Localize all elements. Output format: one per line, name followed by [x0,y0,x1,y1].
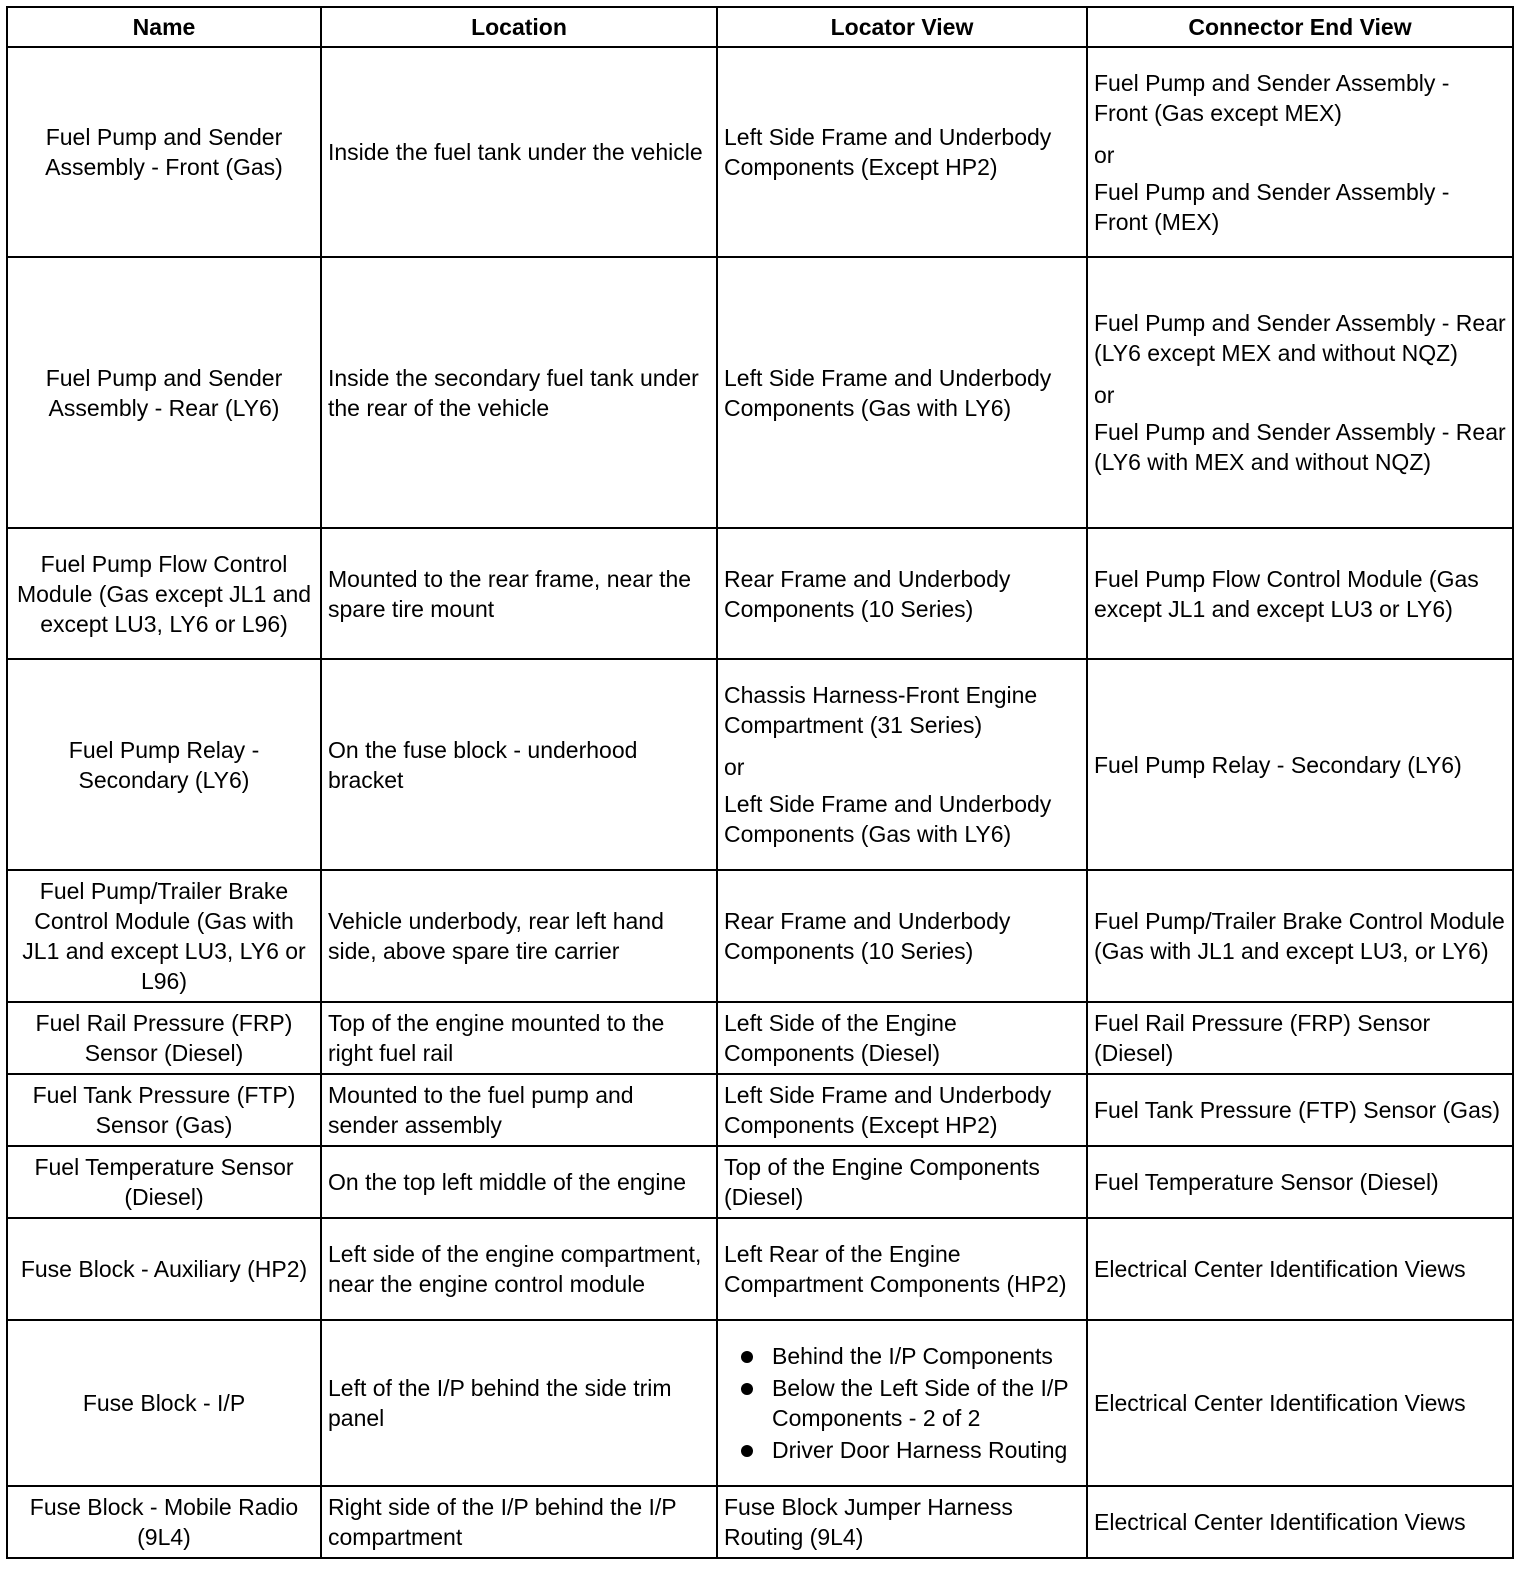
locator-view-link[interactable]: Fuse Block Jumper Harness Routing (9L4) [717,1486,1087,1558]
connector-end-view-link[interactable]: Fuel Pump and Sender Assembly - Rear (LY6 except MEX and without NQZ) [1094,310,1506,366]
location-cell: Mounted to the rear frame, near the spare tire mount [321,528,717,659]
location-cell: On the top left middle of the engine [321,1146,717,1218]
locator-view-link[interactable]: Chassis Harness-Front Engine Compartment (31 Series) [724,682,1038,738]
name-cell: Fuel Rail Pressure (FRP) Sensor (Diesel) [7,1002,321,1074]
name-cell: Fuel Pump Flow Control Module (Gas except JL1 and except LU3, LY6 or L96) [7,528,321,659]
name-cell: Fuse Block - I/P [7,1320,321,1486]
locator-view-link[interactable]: Left Side Frame and Underbody Components (Gas with LY6) [717,257,1087,528]
name-cell: Fuel Pump/Trailer Brake Control Module (Gas with JL1 and except LU3, LY6 or L96) [7,870,321,1002]
table-row [7,1320,1513,1486]
location-cell: Inside the fuel tank under the vehicle [321,47,717,257]
locator-view-link[interactable]: Left Rear of the Engine Compartment Components (HP2) [717,1218,1087,1320]
locator-view-cell [717,659,1087,870]
table-row [7,1218,1513,1320]
name-cell: Fuel Pump and Sender Assembly - Rear (LY6) [7,257,321,528]
connector-end-view-link[interactable]: Electrical Center Identification Views [1087,1486,1513,1558]
location-cell: On the fuse block - underhood bracket [321,659,717,870]
name-cell: Fuel Temperature Sensor (Diesel) [7,1146,321,1218]
connector-end-view-link[interactable]: Fuel Rail Pressure (FRP) Sensor (Diesel) [1087,1002,1513,1074]
header-locator-view: Locator View [717,7,1087,47]
connector-end-view-link[interactable]: Fuel Pump Flow Control Module (Gas except JL1 and except LU3 or LY6) [1087,528,1513,659]
table-row [7,1074,1513,1146]
header-name: Name [7,7,321,47]
name-cell: Fuse Block - Mobile Radio (9L4) [7,1486,321,1558]
name-cell: Fuse Block - Auxiliary (HP2) [7,1218,321,1320]
location-cell: Mounted to the fuel pump and sender assembly [321,1074,717,1146]
location-cell: Left side of the engine compartment, near the engine control module [321,1218,717,1320]
table-row [7,659,1513,870]
table-row [7,870,1513,1002]
connector-end-view-cell [1087,47,1513,257]
locator-view-link[interactable]: Behind the I/P Components [772,1341,1080,1371]
location-cell: Left of the I/P behind the side trim panel [321,1320,717,1486]
connector-end-view-cell [1087,257,1513,528]
table-row [7,1002,1513,1074]
connector-end-view-link[interactable]: Fuel Pump and Sender Assembly - Front (Gas except MEX) [1094,69,1450,126]
location-cell: Right side of the I/P behind the I/P compartment [321,1486,717,1558]
header-connector-end-view: Connector End View [1087,7,1513,47]
connector-end-view-link[interactable]: Fuel Pump and Sender Assembly - Rear (LY6 with MEX and without NQZ) [1094,419,1506,475]
or-text: or [724,754,745,780]
locator-view-link[interactable]: Left Side Frame and Underbody Components (Except HP2) [717,47,1087,257]
connector-end-view-link[interactable]: Electrical Center Identification Views [1087,1218,1513,1320]
table-row [7,47,1513,257]
locator-view-link[interactable]: Top of the Engine Components (Diesel) [717,1146,1087,1218]
connector-end-view-link[interactable]: Fuel Pump and Sender Assembly - Front (MEX) [1094,178,1450,235]
connector-end-view-link[interactable]: Fuel Pump Relay - Secondary (LY6) [1087,659,1513,870]
table-row [7,257,1513,528]
table-row [7,1146,1513,1218]
name-cell: Fuel Tank Pressure (FTP) Sensor (Gas) [7,1074,321,1146]
header-row [7,7,1513,47]
connector-end-view-link[interactable]: Fuel Tank Pressure (FTP) Sensor (Gas) [1087,1074,1513,1146]
or-text: or [1094,141,1115,168]
locator-view-list [724,1341,1080,1465]
locator-view-link[interactable]: Left Side Frame and Underbody Components (Except HP2) [717,1074,1087,1146]
connector-end-view-link[interactable]: Fuel Temperature Sensor (Diesel) [1087,1146,1513,1218]
table-row [7,528,1513,659]
connector-end-view-link[interactable]: Electrical Center Identification Views [1087,1320,1513,1486]
table-row [7,1486,1513,1558]
location-cell: Top of the engine mounted to the right fuel rail [321,1002,717,1074]
locator-view-link[interactable]: Below the Left Side of the I/P Components - 2 of 2 [772,1373,1080,1433]
name-cell: Fuel Pump Relay - Secondary (LY6) [7,659,321,870]
or-text: or [1094,382,1115,408]
name-cell: Fuel Pump and Sender Assembly - Front (Gas) [7,47,321,257]
locator-view-link[interactable]: Left Side Frame and Underbody Components (Gas with LY6) [724,791,1052,847]
locator-view-link[interactable]: Rear Frame and Underbody Components (10 Series) [717,528,1087,659]
component-locator-table [6,6,1514,1559]
locator-view-cell [717,1320,1087,1486]
locator-view-link[interactable]: Left Side of the Engine Components (Diesel) [717,1002,1087,1074]
locator-view-link[interactable]: Driver Door Harness Routing [772,1435,1080,1465]
connector-end-view-link[interactable]: Fuel Pump/Trailer Brake Control Module (Gas with JL1 and except LU3, or LY6) [1087,870,1513,1002]
location-cell: Inside the secondary fuel tank under the rear of the vehicle [321,257,717,528]
location-cell: Vehicle underbody, rear left hand side, above spare tire carrier [321,870,717,1002]
header-location: Location [321,7,717,47]
locator-view-link[interactable]: Rear Frame and Underbody Components (10 Series) [717,870,1087,1002]
